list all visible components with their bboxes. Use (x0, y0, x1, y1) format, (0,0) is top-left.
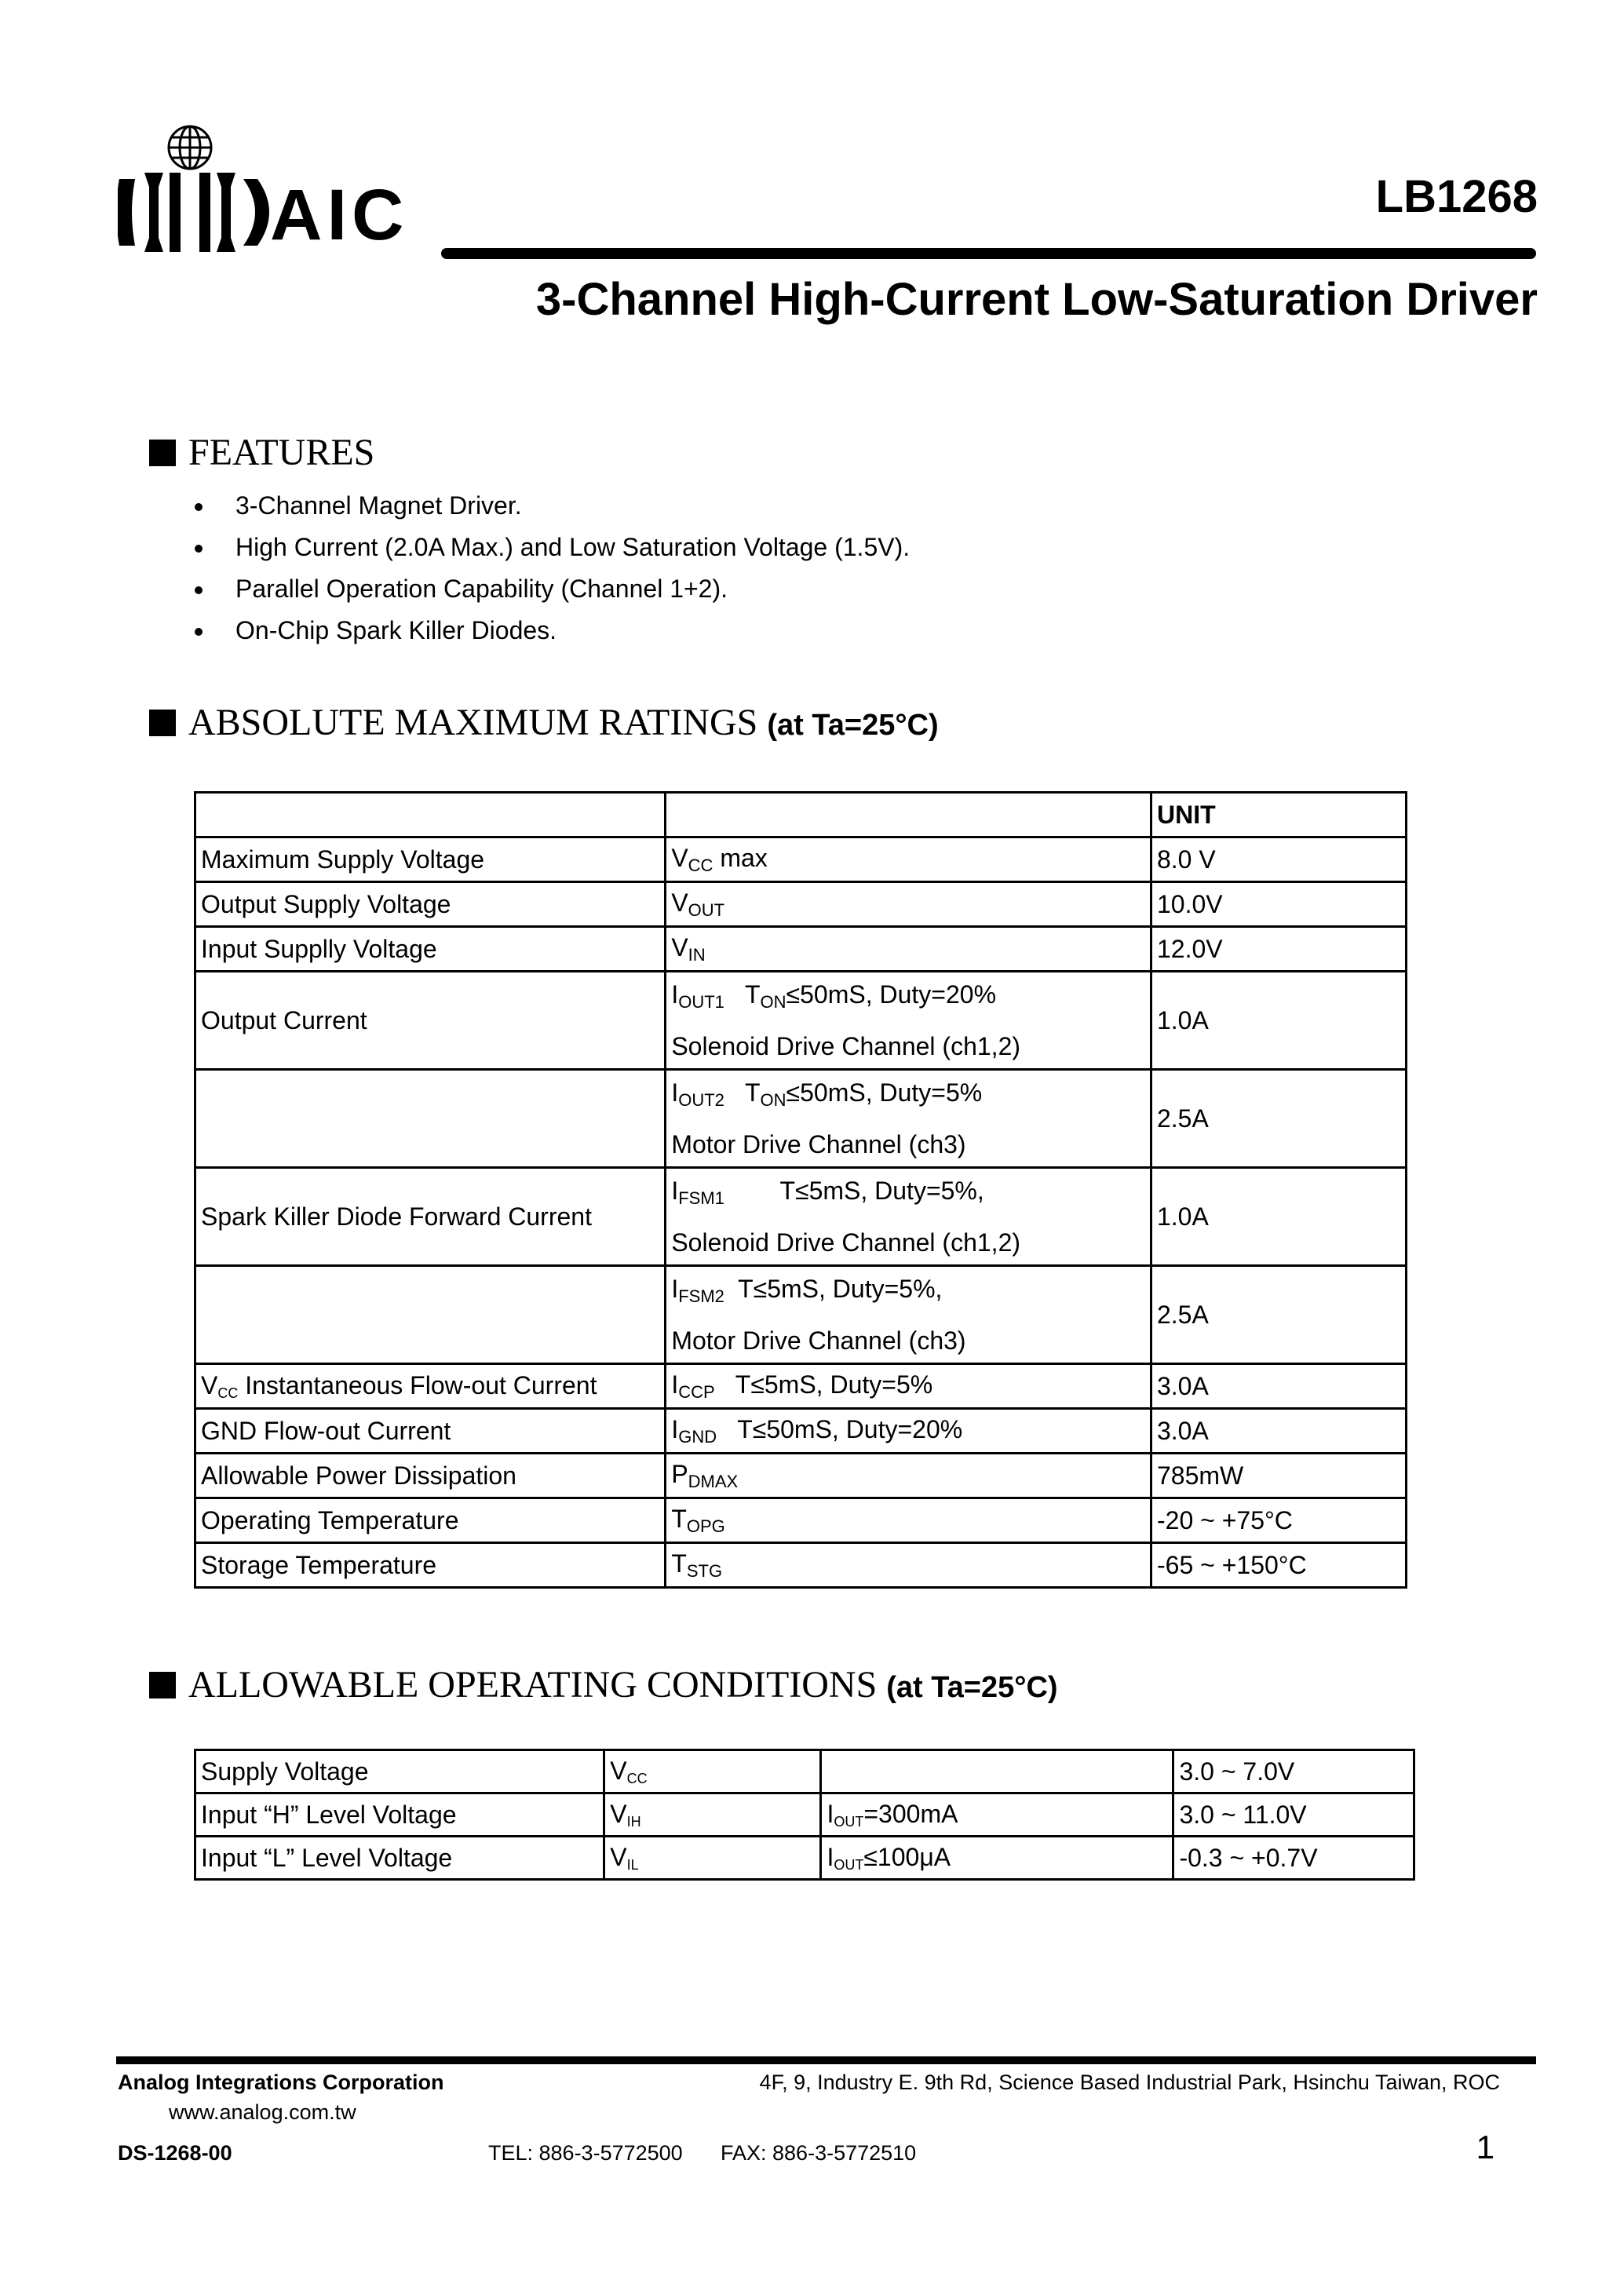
bullet-icon (195, 545, 203, 553)
part-number: LB1268 (1375, 171, 1538, 222)
table-row: $I_{FSM2}$ T≤5mS, Duty=5%, Motor Drive Channel (ch3) 2.5A (195, 1266, 1407, 1364)
table-row: Supply Voltage VCC 3.0 ~ 7.0V (195, 1750, 1414, 1793)
footer-address: 4F, 9, Industry E. 9th Rd, Science Based Industrial Park, Hsinchu Taiwan, ROC (759, 2071, 1500, 2094)
footer-doc-id: DS-1268-00 (118, 2141, 232, 2165)
ratings-heading: ABSOLUTE MAXIMUM RATINGS (at Ta=25°C) (149, 704, 939, 742)
footer-website-link[interactable]: www.analog.com.tw (169, 2100, 356, 2124)
features-list (195, 485, 910, 651)
table-row: VCC Instantaneous Flow-out Current $I_{CCP}$ T≤5mS, Duty=5% 3.0A (195, 1364, 1407, 1409)
logo-wordmark: AIC (270, 175, 409, 255)
section-square-icon (149, 1672, 176, 1698)
footer-rule (116, 2056, 1536, 2064)
table-row: GND Flow-out Current $I_{GND}$ T≤50mS, Duty=20% 3.0A (195, 1409, 1407, 1454)
table-row: Output Current $I_{OUT1}$ $T_{ON}\le 50mS$, Duty=20% Solenoid Drive Channel (ch1,2) 1.0A (195, 972, 1407, 1070)
table-row: Spark Killer Diode Forward Current $I_{FSM1}$ T≤5mS, Duty=5%, Solenoid Drive Channel (ch1,2) 1.0A (195, 1168, 1407, 1266)
table-row: $I_{OUT2}$ $T_{ON}\le 50mS$, Duty=5% Motor Drive Channel (ch3) 2.5A (195, 1070, 1407, 1168)
ratings-table (194, 791, 1407, 1589)
page-number: 1 (1476, 2129, 1494, 2165)
section-square-icon (149, 440, 176, 466)
footer-fax: FAX: 886-3-5772510 (721, 2141, 917, 2165)
list-item: High Current (2.0A Max.) and Low Saturation Voltage (1.5V). (195, 527, 910, 568)
table-header-row (195, 793, 1407, 837)
list-item: 3-Channel Magnet Driver. (195, 485, 910, 527)
unit-header: UNIT (1151, 793, 1406, 837)
header-rule (441, 248, 1536, 259)
table-row: Maximum Supply Voltage $V_{CC}$ max 8.0 V (195, 837, 1407, 882)
footer-tel: TEL: 886-3-5772500 (488, 2141, 683, 2165)
bullet-icon (195, 628, 203, 636)
list-item: On-Chip Spark Killer Diodes. (195, 610, 910, 651)
table-row: Operating Temperature $T_{OPG}$ -20 ~ +75°C (195, 1498, 1407, 1543)
table-row: Allowable Power Dissipation $P_{DMAX}$ 785mW (195, 1454, 1407, 1498)
features-heading: FEATURES (149, 434, 374, 472)
table-row: Input “L” Level Voltage VIL IOUT≤100μA -0.3 ~ +0.7V (195, 1837, 1414, 1880)
bullet-icon (195, 586, 203, 594)
operating-heading: ALLOWABLE OPERATING CONDITIONS (at Ta=25°C) (149, 1666, 1058, 1704)
footer-company: Analog Integrations Corporation (118, 2071, 444, 2094)
page-title: 3-Channel High-Current Low-Saturation Driver (535, 274, 1538, 325)
table-row: Storage Temperature $T_{STG}$ -65 ~ +150°C (195, 1543, 1407, 1588)
operating-table (194, 1749, 1415, 1881)
section-square-icon (149, 710, 176, 736)
table-row: Input Supplly Voltage $V_{IN}$ 12.0V (195, 927, 1407, 972)
table-row: Input “H” Level Voltage VIH IOUT=300mA 3.0 ~ 11.0V (195, 1793, 1414, 1837)
globe-icon (169, 126, 211, 169)
table-row: Output Supply Voltage $V_{OUT}$ 10.0V (195, 882, 1407, 927)
list-item: Parallel Operation Capability (Channel 1+2). (195, 568, 910, 610)
bullet-icon (195, 503, 203, 511)
